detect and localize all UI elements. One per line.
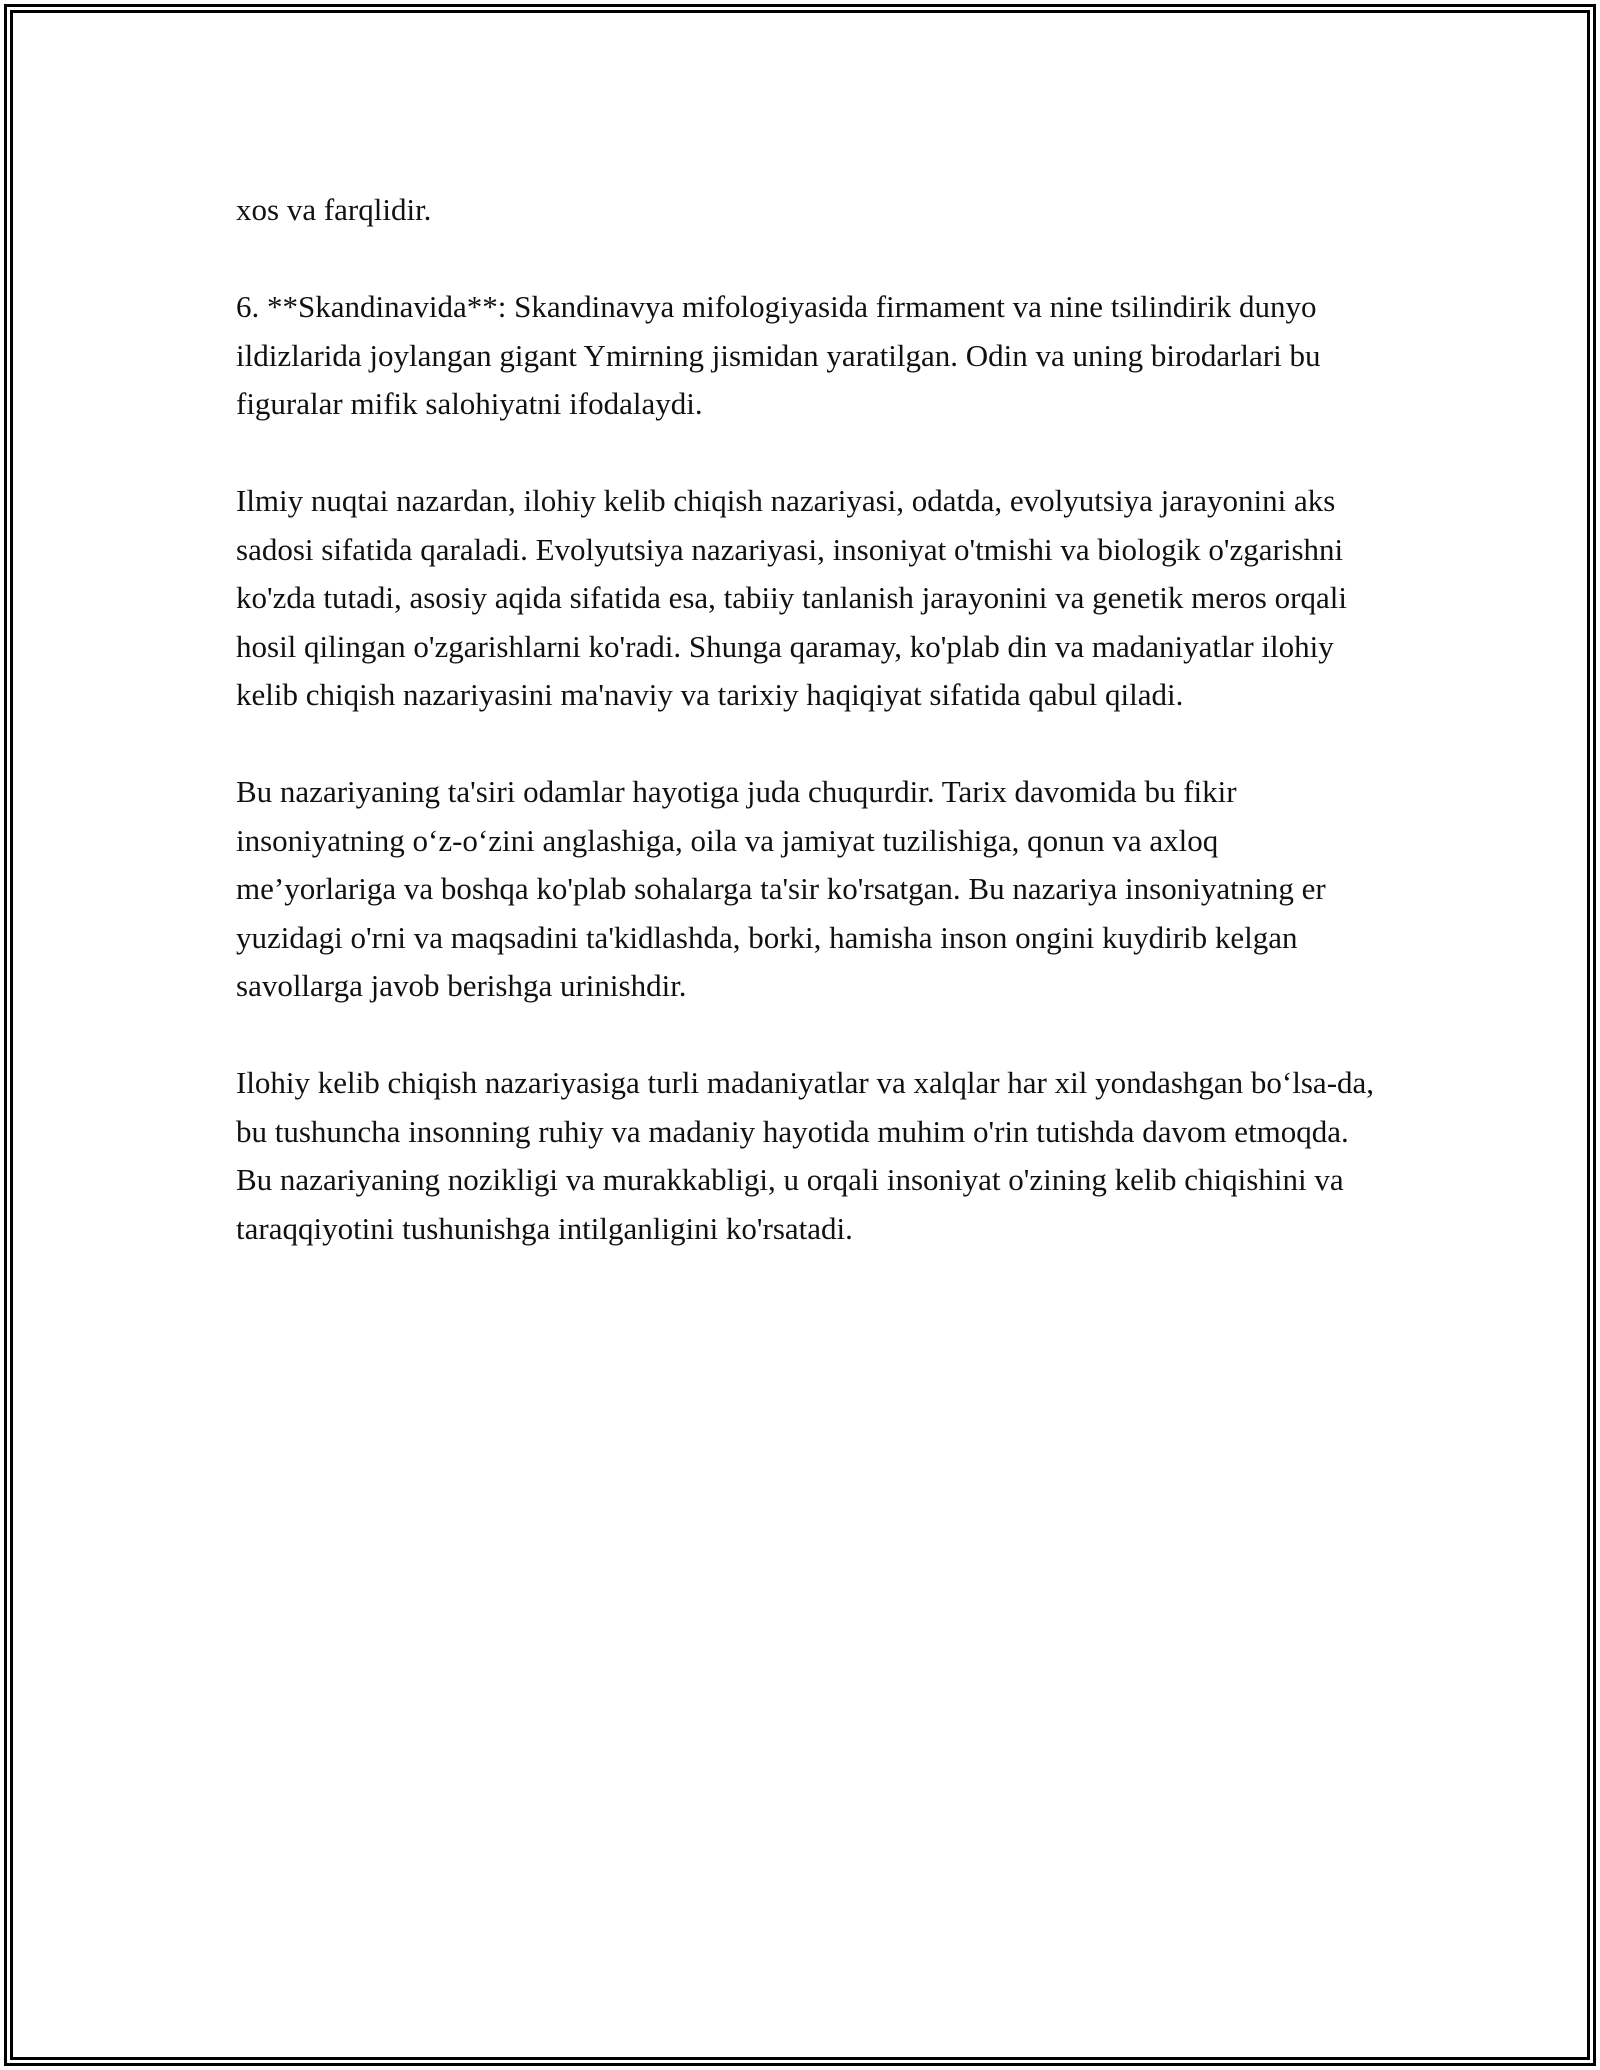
document-body <box>236 186 1386 1302</box>
paragraph-continuation: xos va farqlidir. <box>236 192 432 227</box>
paragraph-scientific-view: Ilmiy nuqtai nazardan, ilohiy kelib chiqish nazariyasi, odatda, evolyutsiya jarayonini aks sadosi sifatida qaraladi. Evolyutsiya nazariyasi, insoniyat o'tmishi va biologik o'zgarishni ko'zda tutadi, asosiy aqida sifatida esa, tabiiy tanlanish jarayonini va genetik meros orqali hosil qilingan o'zgarishlarni ko'radi. Shunga qaramay, ko'plab din va madaniyatlar ilohiy kelib chiqish nazariyasini ma'naviy va tarixiy haqiqiyat sifatida qabul qiladi. <box>236 483 1347 712</box>
paragraph-influence: Bu nazariyaning ta'siri odamlar hayotiga juda chuqurdir. Tarix davomida bu fikir insoniyatning o‘z-o‘zini anglashiga, oila va jamiyat tuzilishiga, qonun va axloq me’yorlariga va boshqa ko'plab sohalarga ta'sir ko'rsatgan. Bu nazariya insoniyatning er yuzidagi o'rni va maqsadini ta'kidlashda, borki, hamisha inson ongini kuydirib kelgan savollarga javob berishga urinishdir. <box>236 774 1326 1003</box>
paragraph-scandinavia: 6. **Skandinavida**: Skandinavya mifologiyasida firmament va nine tsilindirik dunyo ildizlarida joylangan gigant Ymirning jismidan yaratilgan. Odin va uning birodarlari bu figuralar mifik salohiyatni ifodalaydi. <box>236 289 1321 421</box>
paragraph-conclusion: Ilohiy kelib chiqish nazariyasiga turli madaniyatlar va xalqlar har xil yondashgan bo‘lsa-da, bu tushuncha insonning ruhiy va madaniy hayotida muhim o'rin tutishda davom etmoqda. Bu nazariyaning nozikligi va murakkabligi, u orqali insoniyat o'zining kelib chiqishini va taraqqiyotini tushunishga intilganligini ko'rsatadi. <box>236 1065 1375 1246</box>
